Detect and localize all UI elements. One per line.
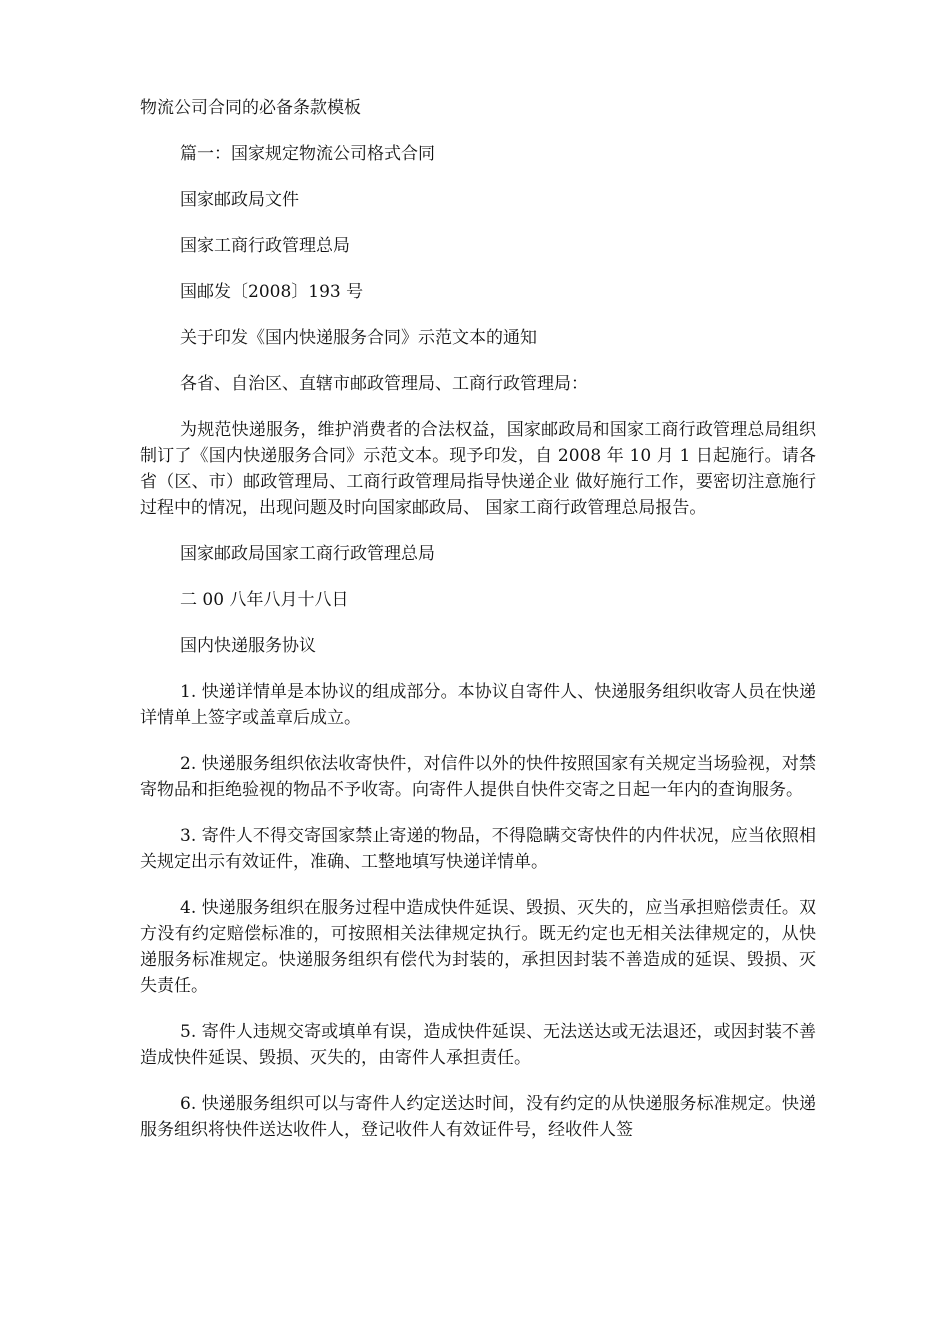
- paragraph: 3. 寄件人不得交寄国家禁止寄递的物品，不得隐瞒交寄快件的内件状况，应当依照相关规定出示有效证件，准确、工整地填写快递详情单。: [140, 826, 816, 872]
- paragraph: 国家邮政局文件: [180, 190, 299, 210]
- paragraph: 1. 快递详情单是本协议的组成部分。本协议自寄件人、快递服务组织收寄人员在快递详情单上签字或盖章后成立。: [140, 682, 816, 728]
- paragraph: 二 00 八年八月十八日: [180, 590, 349, 610]
- document-title: 物流公司合同的必备条款模板: [140, 98, 361, 118]
- paragraph: 6. 快递服务组织可以与寄件人约定送达时间，没有约定的从快递服务标准规定。快递服务组织将快件送达收件人，登记收件人有效证件号，经收件人签: [140, 1094, 816, 1140]
- paragraph: 各省、自治区、直辖市邮政管理局、工商行政管理局：: [180, 374, 588, 394]
- paragraph: 国内快递服务协议: [180, 636, 316, 656]
- paragraph: 国家邮政局国家工商行政管理总局: [180, 544, 435, 564]
- paragraph: 5. 寄件人违规交寄或填单有误，造成快件延误、无法送达或无法退还，或因封装不善造成快件延误、毁损、灭失的，由寄件人承担责任。: [140, 1022, 816, 1068]
- paragraph: 篇一：国家规定物流公司格式合同: [180, 144, 435, 164]
- paragraph: 2. 快递服务组织依法收寄快件，对信件以外的快件按照国家有关规定当场验视，对禁寄物品和拒绝验视的物品不予收寄。向寄件人提供自快件交寄之日起一年内的查询服务。: [140, 754, 816, 800]
- document-body: [140, 95, 816, 1163]
- paragraph: 4. 快递服务组织在服务过程中造成快件延误、毁损、灭失的，应当承担赔偿责任。双方没有约定赔偿标准的，可按照相关法律规定执行。既无约定也无相关法律规定的，从快递服务标准规定。快递服务组织有偿代为封装的，承担因封装不善造成的延误、毁损、灭失责任。: [140, 898, 816, 996]
- paragraph: 国家工商行政管理总局: [180, 236, 350, 256]
- paragraph: 关于印发《国内快递服务合同》示范文本的通知: [180, 328, 537, 348]
- paragraph: 国邮发〔2008〕193 号: [180, 282, 364, 302]
- paragraph: 为规范快递服务，维护消费者的合法权益，国家邮政局和国家工商行政管理总局组织制订了《国内快递服务合同》示范文本。现予印发，自 2008 年 10 月 1 日起施行。请各省（区、市）邮政管理局、工商行政管理局指导快递企业 做好施行工作，要密切注意施行过程中的情况，出现问题及时向国家邮政局、 国家工商行政管理总局报告。: [140, 420, 816, 518]
